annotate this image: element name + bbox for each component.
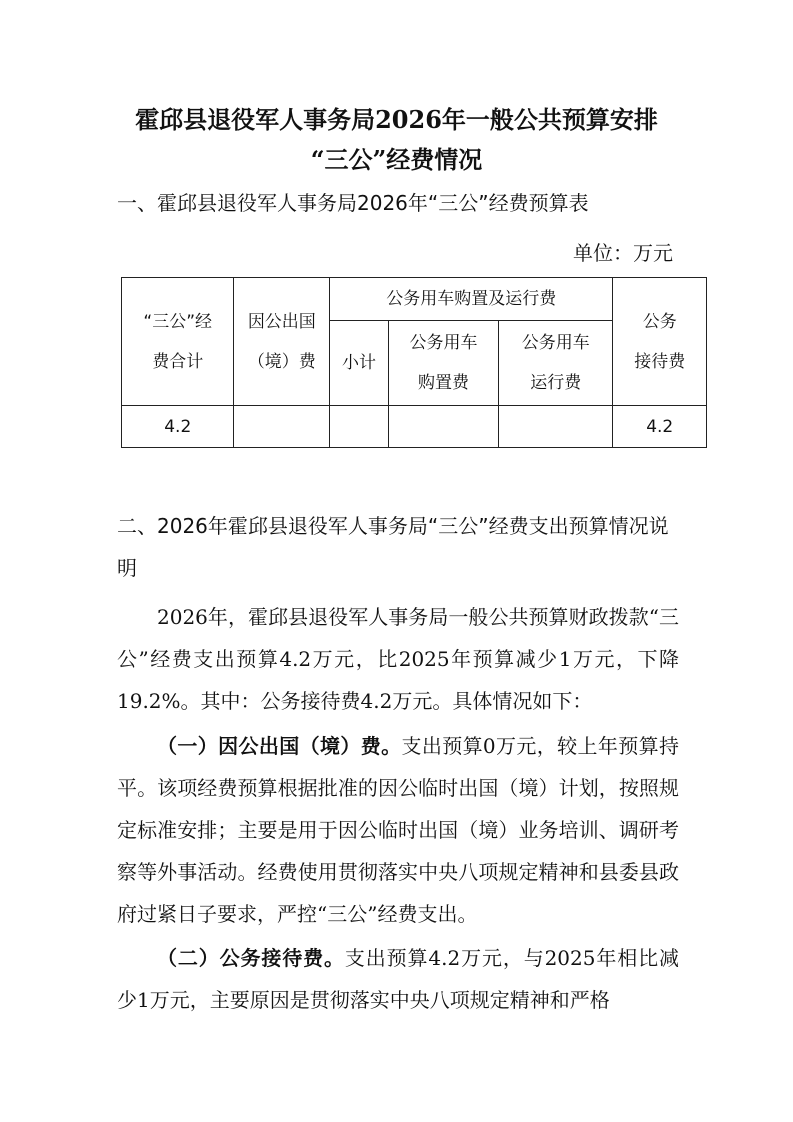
header-vehicle-purchase	[388, 321, 498, 406]
paragraph-reception-lead: （二）公务接待费。	[157, 946, 345, 970]
cell-total-value: 4.2	[122, 406, 234, 448]
cell-subtotal-value	[330, 406, 389, 448]
header-operation-line-2: 运行费	[530, 373, 582, 393]
document-title-line-1: 霍邱县退役军人事务局2026年一般公共预算安排	[135, 105, 658, 134]
unit-label: 单位：万元	[573, 241, 673, 265]
header-abroad-line-2: （境）费	[247, 351, 316, 372]
paragraph-abroad-body: 支出预算0万元，较上年预算持平。该项经费预算根据批准的因公临时出国（境）计划，按照规定标准安排；主要是用于因公临时出国（境）业务培训、调研考察等外事活动。经费使用贯彻落实中央八项规定精神和县委县政府过紧日子要求，严控“三公”经费支出。	[117, 734, 679, 926]
paragraph-abroad-expense	[117, 725, 679, 935]
header-total-line-2: 费合计	[152, 351, 204, 372]
cell-abroad-value	[234, 406, 330, 448]
header-operation-line-1: 公务用车	[521, 333, 590, 353]
document-title-line-2: “三公”经费情况	[310, 145, 483, 174]
header-purchase-line-2: 购置费	[418, 373, 469, 393]
header-abroad	[234, 278, 330, 406]
header-subtotal: 小计	[330, 321, 389, 406]
paragraph-reception-body: 支出预算4.2万元，与2025年相比减少1万元，主要原因是贯彻落实中央八项规定精神和严格	[117, 946, 679, 1012]
header-reception-line-2: 接待费	[634, 351, 686, 372]
section-2-heading: 二、2026年霍邱县退役军人事务局“三公”经费支出预算情况说明	[117, 514, 669, 580]
three-public-budget-table	[121, 277, 707, 448]
cell-purchase-value	[388, 406, 498, 448]
paragraph-reception-expense	[117, 937, 679, 1021]
cell-operation-value	[499, 406, 613, 448]
header-total-line-1: “三公”经	[143, 311, 213, 332]
header-abroad-line-1: 因公出国	[247, 311, 316, 332]
cell-reception-value: 4.2	[613, 406, 707, 448]
header-vehicle-group: 公务用车购置及运行费	[330, 278, 613, 321]
section-1-heading: 一、霍邱县退役军人事务局2026年“三公”经费预算表	[117, 191, 589, 215]
paragraph-abroad-lead: （一）因公出国（境）费。	[157, 734, 402, 758]
header-reception	[613, 278, 707, 406]
paragraph-overview: 2026年，霍邱县退役军人事务局一般公共预算财政拨款“三公”经费支出预算4.2万元，比2025年预算减少1万元，下降19.2%。其中：公务接待费4.2万元。具体情况如下：	[117, 605, 679, 713]
header-vehicle-operation	[499, 321, 613, 406]
header-purchase-line-1: 公务用车	[409, 333, 478, 353]
header-total	[122, 278, 234, 406]
header-reception-line-1: 公务	[642, 311, 677, 332]
